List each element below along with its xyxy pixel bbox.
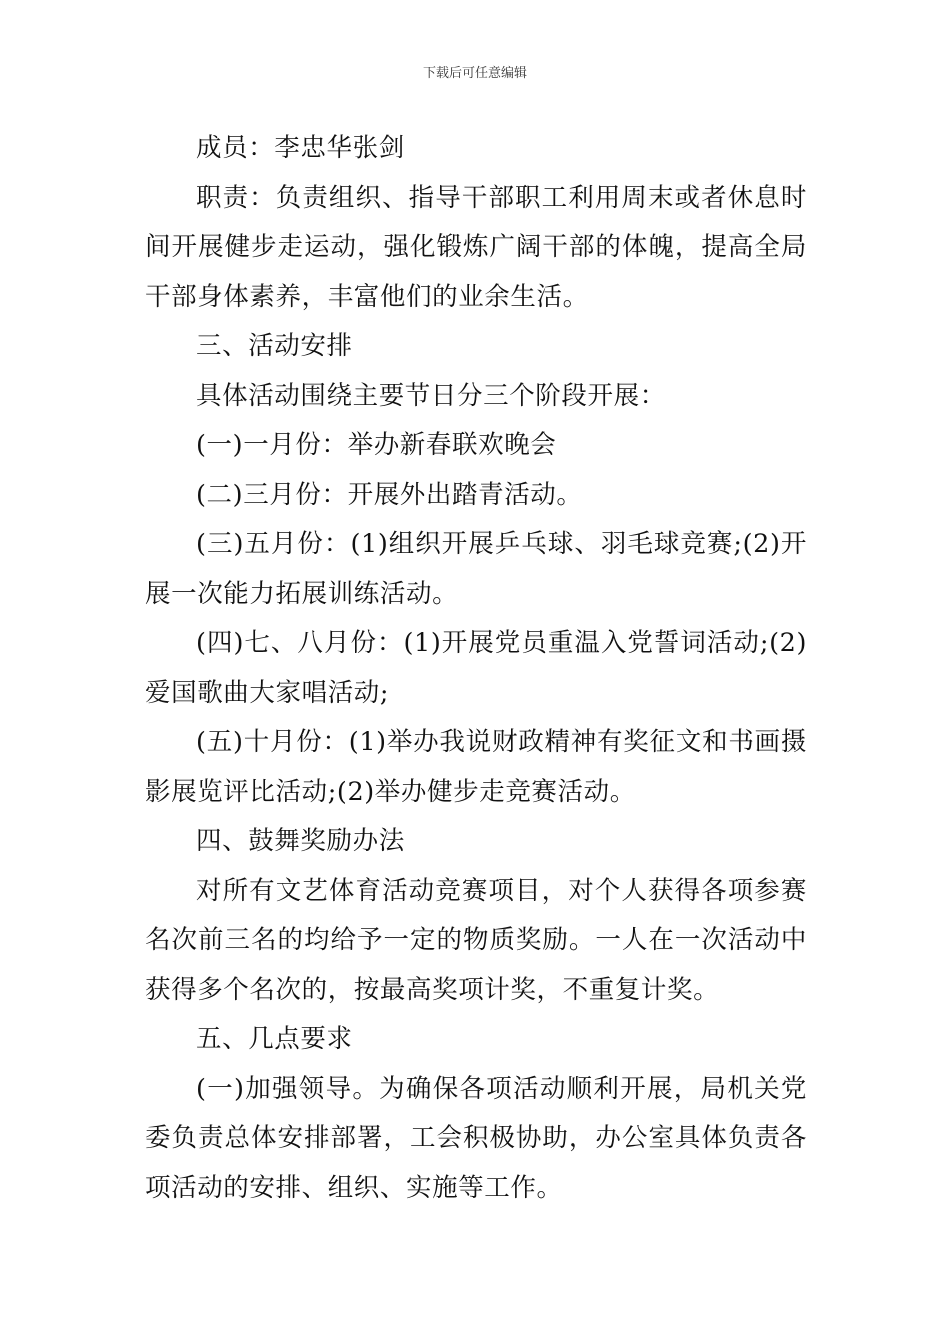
paragraph-leadership: (一)加强领导。为确保各项活动顺利开展，局机关党委负责总体安排部署，工会积极协助，办公室具体负责各项活动的安排、组织、实施等工作。 (145, 1073, 807, 1203)
paragraph-rewards: 对所有文艺体育活动竞赛项目，对个人获得各项参赛名次前三名的均给予一定的物质奖励。一人在一次活动中获得多个名次的，按最高奖项计奖，不重复计奖。 (145, 875, 807, 1005)
paragraph-members: 成员：李忠华张剑 (196, 133, 405, 163)
list-item-march: (二)三月份：开展外出踏青活动。 (196, 479, 583, 510)
document-body (145, 124, 807, 1213)
list-item-july-august: (四)七、八月份：(1)开展党员重温入党誓词活动;(2)爱国歌曲大家唱活动; (145, 628, 807, 708)
list-item-january: (一)一月份：举办新春联欢晚会 (196, 430, 557, 460)
section-heading-requirements: 五、几点要求 (196, 1024, 353, 1054)
page-header: 下载后可任意编辑 (422, 66, 527, 81)
list-item-may: (三)五月份：(1)组织开展乒乓球、羽毛球竞赛;(2)开展一次能力拓展训练活动。 (145, 529, 807, 609)
section-heading-activity-arrangement: 三、活动安排 (196, 331, 353, 361)
section-heading-rewards: 四、鼓舞奖励办法 (196, 826, 405, 856)
paragraph-stages-intro: 具体活动围绕主要节日分三个阶段开展： (196, 380, 666, 411)
paragraph-duties: 职责：负责组织、指导干部职工利用周末或者休息时间开展健步走运动，强化锻炼广阔干部的体魄，提高全局干部身体素养，丰富他们的业余生活。 (145, 182, 807, 312)
list-item-october: (五)十月份：(1)举办我说财政精神有奖征文和书画摄影展览评比活动;(2)举办健步走竞赛活动。 (145, 727, 807, 807)
